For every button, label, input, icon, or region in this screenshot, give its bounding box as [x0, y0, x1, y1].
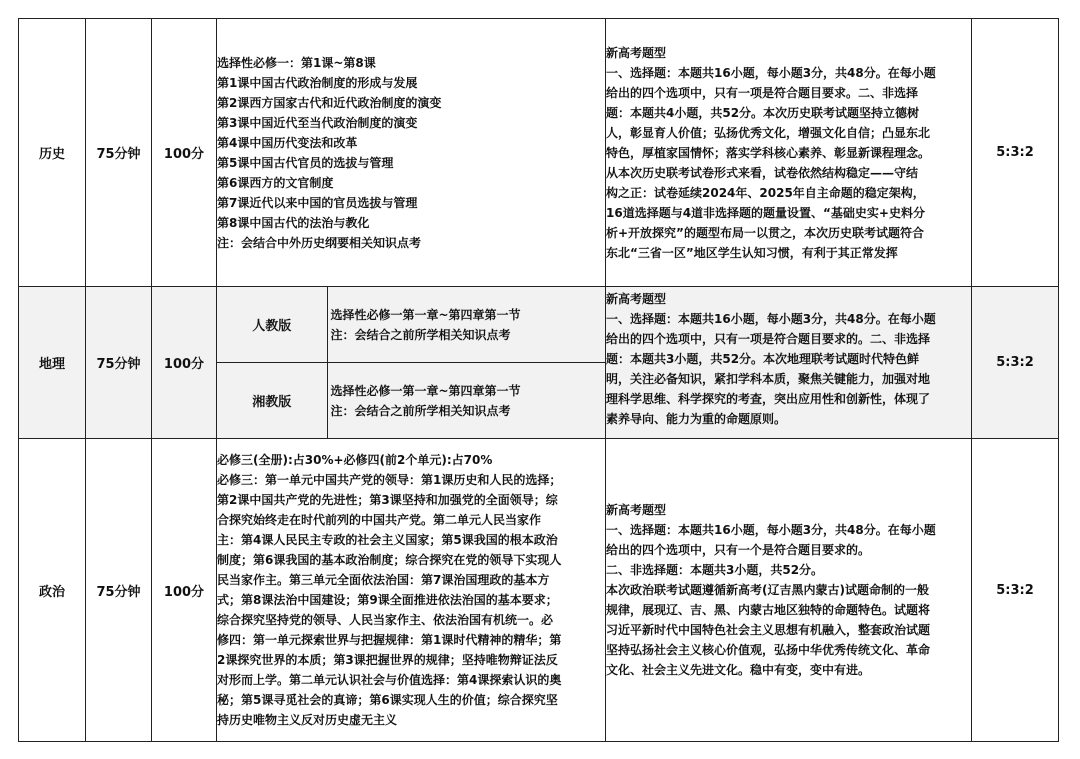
exam-line: 新高考题型 — [606, 45, 667, 60]
exam-line: 给出的四个选项中，只有一项是符合题目要求的。二、非选择 — [606, 332, 931, 346]
scope-line: 必修三：第一单元中国共产党的领导：第1课历史和人民的选择； — [217, 473, 562, 487]
exam-line: 坚持弘扬社会主义核心价值观，弘扬中华优秀传统文化、革命 — [606, 643, 931, 657]
exam-line: 一、选择题：本题共16小题，每小题3分，共48分。在每小题 — [606, 65, 936, 80]
scope-line: 主：第4课人民民主专政的社会主义国家；第5课我国的根本政治 — [217, 533, 558, 547]
exam-line: 一、选择题：本题共16小题，每小题3分，共48分。在每小题 — [606, 523, 936, 537]
duration-cell: 75分钟 — [86, 439, 152, 742]
scope-line: 修四：第一单元探索世界与把握规律：第1课时代精神的精华；第 — [217, 633, 562, 647]
exam-line: 给出的四个选项中，只有一项是符合题目要求。二、非选择 — [606, 85, 919, 100]
version-scope — [327, 363, 605, 439]
scope-line: 第8课中国古代的法治与教化 — [217, 215, 370, 230]
ratio-cell: 5:3:2 — [972, 19, 1059, 287]
table-row-politics — [19, 439, 1059, 742]
versions-cell — [217, 287, 606, 439]
exam-line: 题：本题共4小题，共52分。本次历史联考试题坚持立德树 — [606, 105, 920, 120]
exam-line: 从本次历史联考试卷形式来看，试卷依然结构稳定——守结 — [606, 165, 919, 180]
scope-line: 第6课西方的文官制度 — [217, 175, 334, 190]
scope-line: 第4课中国历代变法和改革 — [217, 135, 358, 150]
scope-line: 选择性必修一：第1课~第8课 — [217, 55, 376, 70]
exam-line: 一、选择题：本题共16小题，每小题3分，共48分。在每小题 — [606, 312, 936, 326]
exam-line: 新高考题型 — [606, 503, 667, 517]
scope-line: 秘；第5课寻觅社会的真谛；第6课实现人生的价值；综合探究坚 — [217, 693, 558, 707]
scope-line: 2课探究世界的本质；第3课把握世界的规律；坚持唯物辩证法反 — [217, 653, 558, 667]
scope-line: 选择性必修一第一章~第四章第一节 — [330, 383, 521, 398]
exam-line: 16道选择题与4道非选择题的题量设置、“基础史实+史料分 — [606, 205, 925, 220]
subject-cell: 政治 — [19, 439, 86, 742]
exam-line: 东北“三省一区”地区学生认知习惯，有利于其正常发挥 — [606, 245, 898, 260]
exam-line: 素养导向、能力为重的命题原则。 — [606, 412, 787, 426]
scope-line: 第3课中国近代至当代政治制度的演变 — [217, 115, 418, 130]
scope-line: 第1课中国古代政治制度的形成与发展 — [217, 75, 418, 90]
version-name: 人教版 — [217, 287, 327, 363]
exam-line: 特色，厚植家国情怀；落实学科核心素养、彰显新课程理念。 — [606, 145, 931, 160]
exam-line: 新高考题型 — [606, 292, 667, 306]
duration-cell: 75分钟 — [86, 19, 152, 287]
exam-line: 二、非选择题：本题共3小题，共52分。 — [606, 563, 824, 577]
version-scope — [327, 287, 605, 363]
duration-cell: 75分钟 — [86, 287, 152, 439]
table-row-history — [19, 19, 1059, 287]
exam-line: 题：本题共3小题，共52分。本次地理联考试题时代特色鲜 — [606, 352, 920, 366]
scope-line: 综合探究坚持党的领导、人民当家作主、依法治国有机统一。必 — [217, 613, 554, 627]
ratio-cell: 5:3:2 — [972, 439, 1059, 742]
exam-line: 明，关注必备知识，紧扣学科本质，聚焦关键能力，加强对地 — [606, 372, 931, 386]
subject-cell: 历史 — [19, 19, 86, 287]
scope-line: 必修三(全册):占30%+必修四(前2个单元):占70% — [217, 453, 493, 467]
version-row — [217, 287, 605, 363]
exam-line: 构之正：试卷延续2024年、2025年自主命题的稳定架构， — [606, 185, 925, 200]
version-name: 湘教版 — [217, 363, 327, 439]
exam-line: 给出的四个选项中，只有一个是符合题目要求的。 — [606, 543, 871, 557]
scope-line: 注：会结合之前所学相关知识点考 — [330, 403, 511, 418]
versions-subtable — [217, 287, 605, 438]
ratio-cell: 5:3:2 — [972, 287, 1059, 439]
scope-line: 注：会结合中外历史纲要相关知识点考 — [217, 235, 422, 250]
scope-line: 合探究始终走在时代前列的中国共产党。第二单元人民当家作 — [217, 513, 542, 527]
subject-cell: 地理 — [19, 287, 86, 439]
exam-format-cell — [606, 19, 972, 287]
version-row — [217, 363, 605, 439]
scope-cell — [217, 439, 606, 742]
scope-line: 持历史唯物主义反对历史虚无主义 — [217, 713, 398, 727]
exam-info-table — [18, 18, 1059, 742]
exam-line: 人，彰显育人价值；弘扬优秀文化，增强文化自信；凸显东北 — [606, 125, 931, 140]
scope-line: 第7课近代以来中国的官员选拔与管理 — [217, 195, 418, 210]
scope-cell — [217, 19, 606, 287]
scope-line: 第2课西方国家古代和近代政治制度的演变 — [217, 95, 442, 110]
scope-line: 第5课中国古代官员的选拔与管理 — [217, 155, 394, 170]
exam-format-cell — [606, 287, 972, 439]
scope-line: 选择性必修一第一章~第四章第一节 — [330, 307, 521, 322]
exam-line: 文化、社会主义先进文化。稳中有变，变中有进。 — [606, 663, 871, 677]
exam-line: 析+开放探究”的题型布局一以贯之，本次历史联考试题符合 — [606, 225, 924, 240]
scope-line: 对形而上学。第二单元认识社会与价值选择：第4课探索认识的奥 — [217, 673, 562, 687]
exam-line: 本次政治联考试题遵循新高考(辽吉黑内蒙古)试题命制的一般 — [606, 583, 929, 597]
scope-line: 第2课中国共产党的先进性；第3课坚持和加强党的全面领导；综 — [217, 493, 558, 507]
score-cell: 100分 — [152, 19, 217, 287]
scope-line: 式；第8课法治中国建设；第9课全面推进依法治国的基本要求； — [217, 593, 558, 607]
score-cell: 100分 — [152, 439, 217, 742]
table-row-geography — [19, 287, 1059, 439]
score-cell: 100分 — [152, 287, 217, 439]
exam-line: 理科学思维、科学探究的考查，突出应用性和创新性，体现了 — [606, 392, 931, 406]
exam-line: 规律，展现辽、吉、黑、内蒙古地区独特的命题特色。试题将 — [606, 603, 931, 617]
scope-line: 注：会结合之前所学相关知识点考 — [330, 327, 511, 342]
scope-line: 制度；第6课我国的基本政治制度；综合探究在党的领导下实现人 — [217, 553, 562, 567]
exam-line: 习近平新时代中国特色社会主义思想有机融入，整套政治试题 — [606, 623, 931, 637]
exam-format-cell — [606, 439, 972, 742]
scope-line: 民当家作主。第三单元全面依法治国：第7课治国理政的基本方 — [217, 573, 550, 587]
